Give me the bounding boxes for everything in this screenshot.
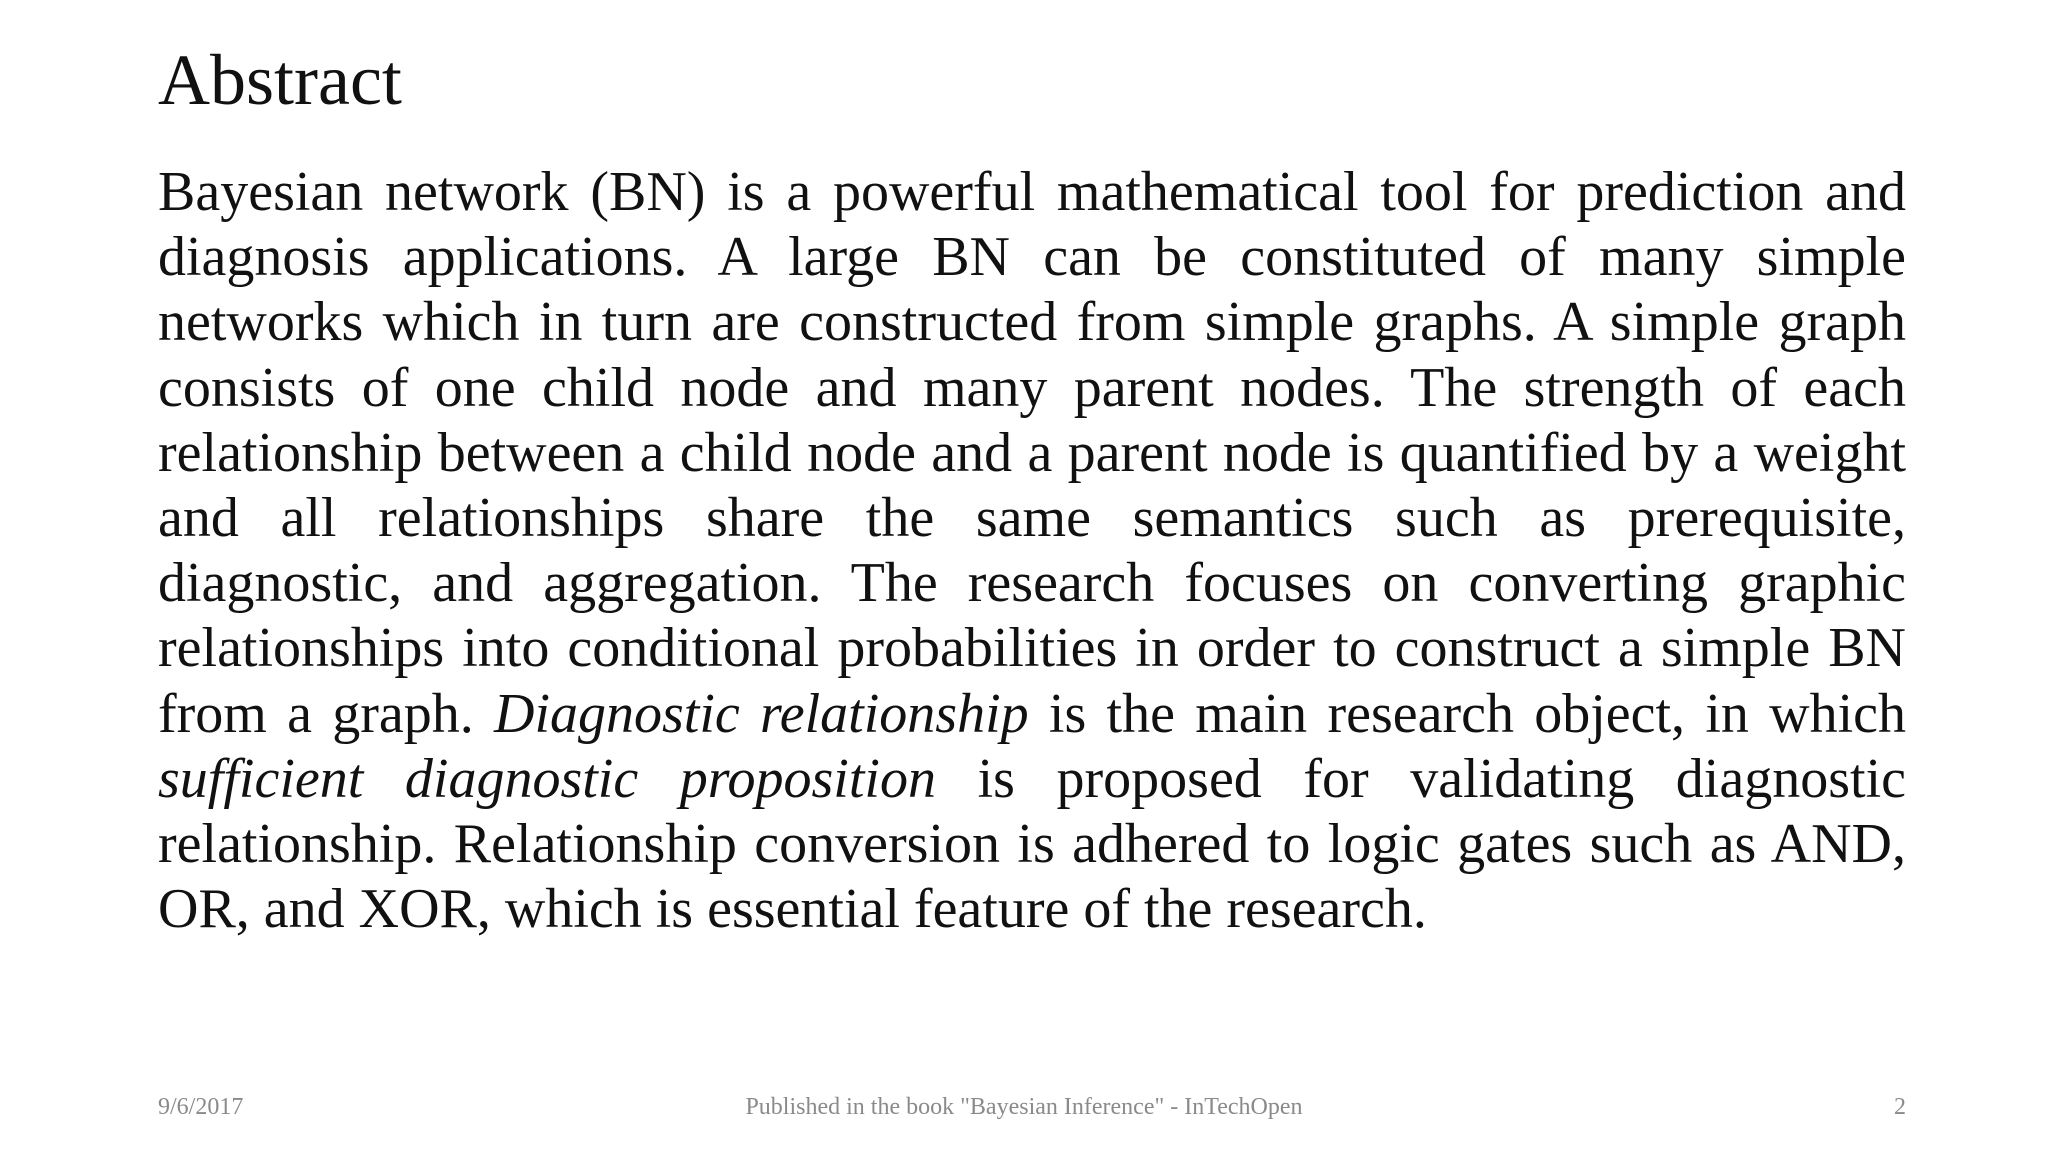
abstract-text-part-2: is the main research object, in which	[1028, 682, 1906, 745]
abstract-italic-diagnostic-relationship: Diagnostic relationship	[494, 682, 1029, 745]
slide-title: Abstract	[158, 40, 402, 120]
footer-date: 9/6/2017	[158, 1094, 244, 1120]
abstract-text-part-1: Bayesian network (BN) is a powerful mathematical tool for prediction and diagnosis applications. A large BN can be constituted of many simple networks which in turn are constructed from simple graphs. A simple graph consists of one child node and many parent nodes. The strength of each relationship between a child node and a parent node is quantified by a weight and all relationships share the same semantics such as prerequisite, diagnostic, and aggregation. The research focuses on converting graphic relationships into conditional probabilities in order to construct a simple BN from a graph.	[158, 161, 1906, 745]
footer-page-number: 2	[1894, 1094, 1906, 1120]
abstract-body	[158, 160, 1906, 942]
abstract-text-part-3: is proposed for validating diagnostic relationship. Relationship conversion is adhered to logic gates such as AND, OR, and XOR, which is essential feature of the research.	[158, 747, 1906, 941]
footer-publication: Published in the book "Bayesian Inference" - InTechOpen	[745, 1094, 1303, 1120]
abstract-italic-sufficient-diagnostic-proposition: sufficient diagnostic proposition	[158, 747, 936, 810]
